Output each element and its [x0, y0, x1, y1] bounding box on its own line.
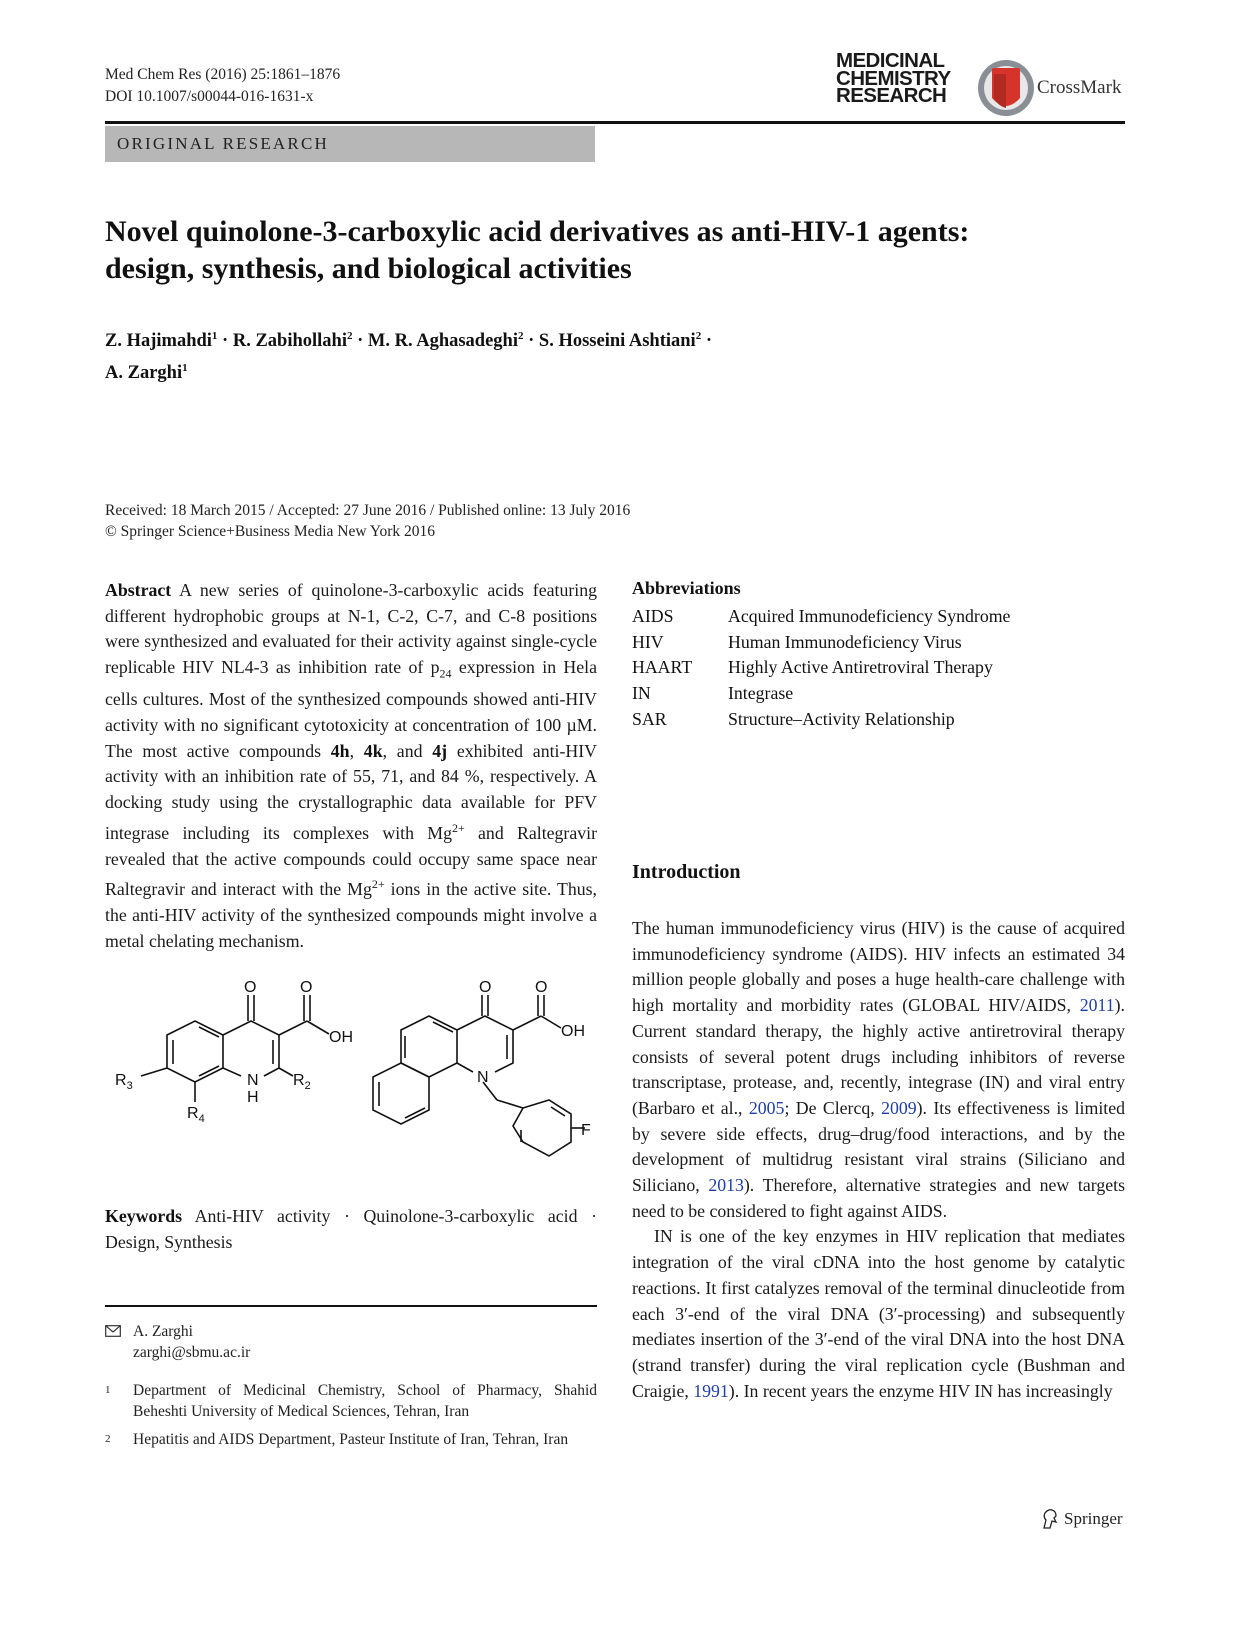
abstract-text: expression in Hela cells cultures. Most of the synthesized compounds showed anti-HIV activity with no significant cytotoxicity at concentration of 100 µM. The most active compounds [105, 657, 597, 761]
abbreviation-term: SAR [632, 708, 667, 729]
abbreviation-row [632, 655, 1125, 681]
abbreviation-definition: Structure–Activity Relationship [728, 708, 955, 729]
superscript: 2+ [451, 820, 465, 835]
author[interactable] [539, 331, 701, 351]
article-title-line: design, synthesis, and biological activities [105, 252, 632, 285]
paragraph: The human immunodeficiency virus (HIV) is the cause of acquired immunodeficiency syndrome (AIDS). HIV infects an estimated 34 million people globally and poses a huge health-care challenge with high mortality and morbidity rates (GLOBAL HIV/AIDS, 2011). Current standard therapy, the highly active antiretroviral therapy consists of several potent drugs including inhibitors of reverse transcriptase, protease, and, recently, integrase (IN) and viral entry (Barbaro et al., 2005; De Clercq, 2009). Its effectiveness is limited by severe side effects, drug–drug/food interactions, and by the development of multidrug resistant viral strains (Siliciano and Siliciano, 2013). Therefore, alternative strategies and new targets need to be considered to fight against AIDS. [632, 918, 1125, 1221]
author-name: S. Hosseini Ashtiani [538, 331, 696, 352]
affiliation-1 [105, 1380, 597, 1422]
abbreviation-term: HAART [632, 657, 693, 678]
author-separator: · [523, 331, 539, 352]
author-list [105, 323, 905, 387]
abstract-text: , [349, 740, 364, 761]
abbreviation-row [632, 681, 1125, 707]
abbreviation-term: AIDS [632, 606, 674, 626]
affiliation-mark: 1 [105, 1384, 111, 1396]
author[interactable] [368, 331, 524, 351]
hydroxyl-label: OH [561, 1023, 585, 1040]
r4-label: $R_4$ [187, 1105, 205, 1125]
keywords-text: Anti-HIV activity · Quinolone-3-carboxylic acid · Design, Synthesis [105, 1206, 597, 1252]
compound-label: 4j [432, 740, 448, 761]
crossmark-icon[interactable] [976, 58, 1036, 118]
abbreviation-definition: Highly Active Antiretroviral Therapy [728, 657, 993, 678]
abstract [105, 578, 597, 954]
author-name: R. Zabihollahi [232, 331, 347, 352]
oxygen-label: O [300, 979, 313, 996]
introduction-heading: Introduction [632, 861, 741, 883]
affiliation-mark: 2 [517, 330, 524, 342]
introduction-body [632, 916, 1125, 1404]
journal-reference [105, 64, 340, 108]
affiliation-2 [105, 1429, 597, 1450]
article-title-line: Novel quinolone-3-carboxylic acid derivatives as anti-HIV-1 agents: [105, 215, 970, 248]
author-name: Z. Hajimahdi [105, 331, 212, 352]
author[interactable] [233, 331, 353, 351]
compound-label: 4k [363, 740, 383, 761]
abbreviation-row [632, 707, 1125, 733]
crossmark-label[interactable]: CrossMark [1037, 77, 1122, 98]
keywords-label: Keywords [105, 1206, 183, 1226]
r2-label: $R_2$ [293, 1072, 311, 1092]
journal-logo-line: RESEARCH [836, 84, 947, 107]
paragraph: IN is one of the key enzymes in HIV replication that mediates integration of the viral cDNA into the host genome by catalytic reactions. It first catalyzes removal of the terminal dinucleotide from each 3′-end of the viral DNA (3′-processing) and subsequently mediates insertion of the 3′-end of the viral DNA into the host DNA (strand transfer) during the viral replication cycle (Bushman and Craigie, 1991). In recent years the enzyme HIV IN has increasingly [632, 1226, 1125, 1401]
abstract-text: and Raltegravir revealed that the active compounds could occupy same space near Raltegravir and interact with the Mg [105, 822, 597, 900]
nitrogen-label: N [477, 1069, 489, 1086]
compound-label: 4h [330, 740, 350, 761]
abbreviation-term: HIV [632, 631, 664, 652]
affiliation-mark: 2 [105, 1433, 111, 1445]
publisher-name: Springer [1064, 1509, 1123, 1528]
affiliation-mark: 1 [182, 362, 188, 375]
contact-email[interactable]: zarghi@sbmu.ac.ir [133, 1344, 251, 1361]
copyright: © Springer Science+Business Media New York 2016 [105, 523, 436, 540]
affiliation-mark: 2 [695, 330, 702, 342]
publisher-mark [1040, 1508, 1123, 1530]
author[interactable] [105, 363, 188, 383]
citation-link[interactable]: 2005 [748, 1097, 785, 1118]
abbreviation-row [632, 604, 1125, 630]
affiliation-text: Hepatitis and AIDS Department, Pasteur Institute of Iran, Tehran, Iran [133, 1431, 569, 1448]
abbreviation-row [632, 630, 1125, 656]
oxygen-label: O [535, 979, 548, 996]
citation-link[interactable]: 2011 [1079, 995, 1115, 1016]
abbreviation-term: IN [632, 683, 651, 704]
abbreviation-definition: Integrase [728, 683, 794, 704]
header-rule [105, 121, 1125, 124]
journal-citation: Med Chem Res (2016) 25:1861–1876 [105, 66, 341, 83]
envelope-icon [105, 1321, 133, 1363]
article-dates [105, 500, 630, 542]
springer-horse-icon [1040, 1508, 1060, 1530]
nitrogen-label: N [247, 1072, 259, 1089]
article-title [105, 213, 1135, 287]
citation-link[interactable]: 2013 [708, 1175, 744, 1196]
journal-logo-line: CHEMISTRY [836, 66, 951, 90]
footnote-rule [105, 1305, 597, 1307]
abstract-text: , and [382, 740, 433, 761]
affiliation-text: Department of Medicinal Chemistry, School of Pharmacy, Shahid Beheshti University of Medical Sciences, Tehran, Iran [133, 1382, 597, 1420]
author-separator: · [701, 331, 712, 352]
subscript: 24 [439, 666, 452, 681]
journal-logo-line: MEDICINAL [836, 49, 945, 72]
keywords [105, 1204, 597, 1255]
fluorine-label: F [581, 1122, 591, 1139]
journal-logo [836, 49, 961, 107]
abstract-text: ions in the active site. Thus, the anti-HIV activity of the synthesized compounds might involve a metal chelating mechanism. [105, 879, 597, 951]
abstract-text: exhibited anti-HIV activity with an inhibition rate of 55, 71, and 84 %, respectively. A docking study using the crystallographic data available for PFV integrase including its complexes with Mg [105, 740, 597, 843]
citation-link[interactable]: 2009 [881, 1097, 917, 1118]
superscript: 2+ [371, 877, 385, 892]
abstract-text: A new series of quinolone-3-carboxylic acids featuring different hydrophobic groups at N-1, C-2, C-7, and C-8 positions were synthesized and evaluated for their activity against single-cycle replicable HIV NL4-3 as inhibition rate of p [105, 580, 597, 678]
doi-line[interactable]: DOI 10.1007/s00044-016-1631-x [105, 88, 314, 105]
section-tag-label: ORIGINAL RESEARCH [117, 134, 329, 153]
r3-label: $R_3$ [115, 1072, 133, 1092]
history-dates: Received: 18 March 2015 / Accepted: 27 June 2016 / Published online: 13 July 2016 [105, 502, 631, 519]
author-separator: · [352, 331, 368, 352]
affiliation-mark: 1 [211, 330, 218, 342]
abbreviations-list [632, 604, 1125, 733]
abstract-label: Abstract [105, 580, 172, 600]
hydrogen-label: H [247, 1089, 259, 1106]
author-name: A. Zarghi [105, 363, 183, 384]
corresponding-author [105, 1321, 250, 1363]
author-separator: · [217, 331, 233, 352]
chemical-structures-figure [105, 979, 595, 1200]
abbreviation-definition: Acquired Immunodeficiency Syndrome [728, 606, 1011, 626]
oxygen-label: O [244, 979, 257, 996]
contact-name: A. Zarghi [133, 1323, 193, 1340]
abbreviations-heading: Abbreviations [632, 578, 741, 598]
author-name: M. R. Aghasadeghi [367, 331, 518, 352]
author[interactable] [105, 331, 217, 351]
hydroxyl-label: OH [329, 1029, 353, 1046]
affiliation-mark: 2 [346, 330, 353, 342]
abbreviation-definition: Human Immunodeficiency Virus [728, 631, 962, 652]
section-tag [105, 126, 595, 162]
citation-link[interactable]: 1991 [693, 1380, 729, 1401]
oxygen-label: O [479, 979, 492, 996]
